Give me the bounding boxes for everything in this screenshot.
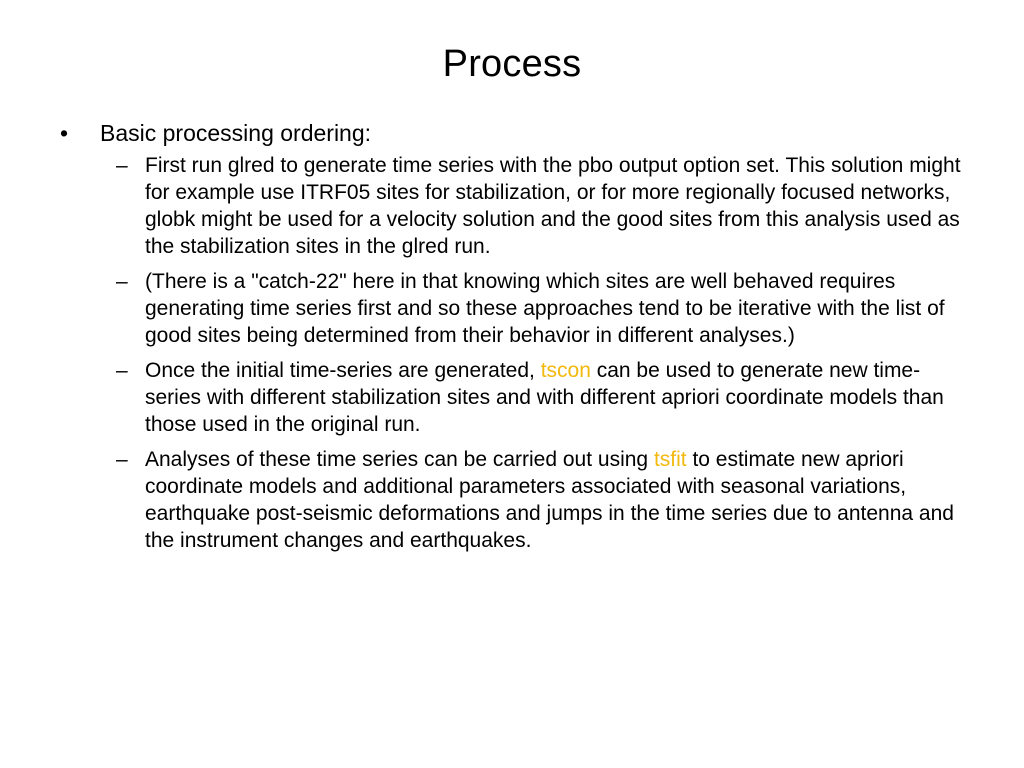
dash-icon: – [116, 154, 128, 177]
sub-bullet-list [116, 152, 978, 554]
tscon-highlight: tscon [540, 359, 591, 382]
slide-body [58, 118, 978, 562]
sub-bullet-item-3 [116, 357, 975, 438]
sub-bullet-text-after: can be used to generate new time-series with different stabilization sites and with different apriori coordinate models than those used in the original run. [145, 359, 944, 436]
sub-bullet-text-before: Once the initial time-series are generated, [145, 359, 541, 382]
bullet-dot-icon: • [60, 120, 69, 146]
sub-bullet-item-1 [116, 152, 975, 260]
dash-icon: – [116, 448, 128, 471]
sub-bullet-text: First run glred to generate time series with the pbo output option set. This solution might for example use ITRF05 sites for stabilization, or for more regionally focused networks, globk might be used for a velocity solution and the good sites from this analysis used as the stabilization sites in the glred run. [145, 154, 961, 258]
sub-bullet-text: (There is a "catch-22" here in that knowing which sites are well behaved requires generating time series first and so these approaches tend to be iterative with the list of good sites being determined from their behavior in different analyses.) [145, 270, 945, 347]
sub-bullet-text-before: Analyses of these time series can be carried out using [145, 448, 654, 471]
sub-bullet-item-2 [116, 268, 975, 349]
slide-title: Process [442, 43, 582, 85]
dash-icon: – [116, 270, 128, 293]
dash-icon: – [116, 359, 128, 382]
tsfit-highlight: tsfit [653, 448, 687, 471]
bullet-text: Basic processing ordering: [100, 120, 372, 146]
sub-bullet-item-4 [116, 446, 975, 554]
sub-bullet-text-after: to estimate new apriori coordinate models and additional parameters associated with seasonal variations, earthquake post-seismic deformations and jumps in the time series due to antenna and the instrument changes and earthquakes. [145, 448, 954, 552]
bullet-item [58, 118, 978, 148]
